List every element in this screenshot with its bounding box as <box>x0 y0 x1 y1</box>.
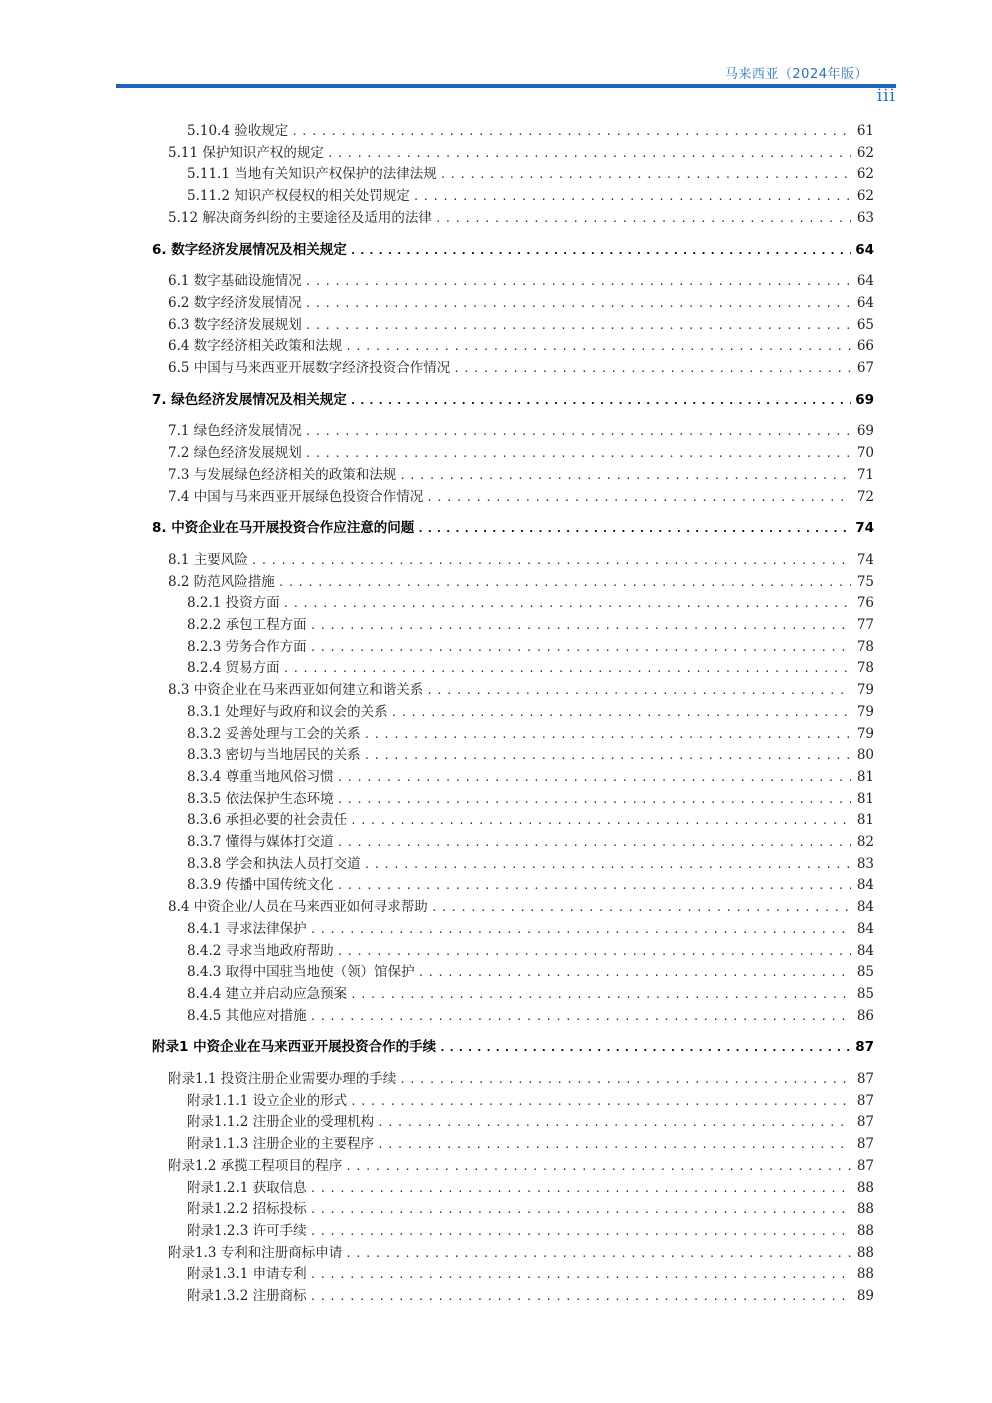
toc-entry[interactable] <box>168 551 874 570</box>
toc-entry[interactable] <box>187 942 874 961</box>
toc-entry-page: 72 <box>856 488 874 505</box>
toc-entry[interactable] <box>187 920 874 939</box>
toc-entry[interactable] <box>168 488 874 507</box>
toc-entry-page: 69 <box>855 391 874 408</box>
toc-entry-page: 81 <box>856 768 874 785</box>
toc-entry-label: 5.11 保护知识产权的规定 <box>168 144 324 161</box>
toc-entry-label: 6. 数字经济发展情况及相关规定 <box>152 241 347 258</box>
toc-entry[interactable] <box>168 444 874 463</box>
toc-entry[interactable] <box>187 1092 874 1111</box>
toc-entry-page: 79 <box>856 703 874 720</box>
dot-leader <box>435 210 851 228</box>
toc-entry-label: 8.2.2 承包工程方面 <box>187 617 307 633</box>
toc-entry-label: 8.2.3 劳务合作方面 <box>187 638 307 655</box>
toc-entry-label: 8.3.3 密切与当地居民的关系 <box>187 747 361 764</box>
dot-leader <box>337 877 851 895</box>
toc-entry[interactable] <box>187 616 874 635</box>
toc-entry-page: 89 <box>856 1288 874 1304</box>
toc-entry-page: 87 <box>855 1039 874 1056</box>
toc-entry-label: 8.3.5 依法保护生态环境 <box>187 790 334 807</box>
toc-chapter-entry[interactable] <box>152 1038 874 1057</box>
toc-entry-page: 79 <box>856 682 874 699</box>
toc-entry[interactable] <box>168 144 874 163</box>
dot-leader <box>337 769 851 787</box>
toc-entry-page: 84 <box>856 877 874 894</box>
toc-entry-label: 7.3 与发展绿色经济相关的政策和法规 <box>168 466 397 483</box>
toc-entry[interactable] <box>168 337 874 356</box>
toc-entry[interactable] <box>187 725 874 744</box>
toc-entry[interactable] <box>187 963 874 982</box>
dot-leader <box>453 360 851 378</box>
toc-entry[interactable] <box>187 876 874 895</box>
toc-entry-label: 8.3 中资企业在马来西亚如何建立和谐关系 <box>168 682 424 699</box>
toc-entry-label: 7.4 中国与马来西亚开展绿色投资合作情况 <box>168 488 424 505</box>
toc-entry-label: 附录1.1.2 注册企业的受理机构 <box>187 1114 375 1131</box>
dot-leader <box>291 123 851 141</box>
toc-entry-page: 87 <box>856 1114 874 1131</box>
dot-leader <box>399 467 851 485</box>
toc-entry-page: 80 <box>856 747 874 764</box>
dot-leader <box>417 520 851 538</box>
toc-entry-page: 88 <box>856 1179 874 1196</box>
toc-entry[interactable] <box>187 1113 874 1132</box>
toc-entry[interactable] <box>187 1007 874 1026</box>
toc-entry-page: 84 <box>856 899 874 916</box>
dot-leader <box>364 856 851 874</box>
toc-entry[interactable] <box>187 811 874 830</box>
dot-leader <box>426 489 851 507</box>
toc-entry-page: 83 <box>856 855 874 872</box>
toc-entry[interactable] <box>187 1265 874 1284</box>
toc-chapter-entry[interactable] <box>152 241 874 260</box>
toc-entry[interactable] <box>168 1244 874 1263</box>
toc-entry-label: 6.4 数字经济相关政策和法规 <box>168 338 343 355</box>
toc-entry[interactable] <box>168 422 874 441</box>
dot-leader <box>310 639 851 657</box>
toc-entry-page: 84 <box>856 920 874 937</box>
toc-entry[interactable] <box>187 746 874 765</box>
dot-leader <box>337 791 851 809</box>
dot-leader <box>305 295 851 313</box>
toc-entry[interactable] <box>168 209 874 228</box>
toc-entry-page: 87 <box>856 1071 874 1087</box>
dot-leader <box>350 242 851 260</box>
toc-entry-label: 附录1.3 专利和注册商标申请 <box>168 1244 343 1261</box>
toc-entry-page: 74 <box>855 520 874 537</box>
dot-leader <box>350 392 851 410</box>
page-number: iii <box>876 86 896 106</box>
toc-entry-label: 附录1.2.2 招标投标 <box>187 1201 307 1218</box>
toc-entry-label: 8.2.1 投资方面 <box>187 595 280 612</box>
toc-entry-label: 附录1.3.2 注册商标 <box>187 1288 307 1304</box>
dot-leader <box>377 1114 851 1132</box>
dot-leader <box>418 964 851 982</box>
toc-entry-page: 87 <box>856 1157 874 1174</box>
dot-leader <box>305 445 851 463</box>
toc-entry[interactable] <box>168 1157 874 1176</box>
toc-entry-label: 6.1 数字基础设施情况 <box>168 273 302 290</box>
toc-entry-label: 附录1.2.1 获取信息 <box>187 1179 307 1196</box>
dot-leader <box>305 423 851 441</box>
toc-entry-page: 61 <box>856 123 874 139</box>
toc-entry-page: 87 <box>856 1136 874 1153</box>
toc-entry-page: 63 <box>856 209 874 226</box>
toc-entry-label: 6.3 数字经济发展规划 <box>168 316 302 333</box>
toc-entry-page: 66 <box>856 338 874 355</box>
dot-leader <box>310 921 851 939</box>
dot-leader <box>364 747 851 765</box>
dot-leader <box>391 704 851 722</box>
toc-entry-page: 71 <box>856 466 874 483</box>
toc-entry-page: 64 <box>856 294 874 311</box>
toc-entry[interactable] <box>168 573 874 592</box>
dot-leader <box>350 986 851 1004</box>
toc-entry[interactable] <box>187 594 874 613</box>
toc-entry[interactable] <box>187 1287 874 1306</box>
toc-entry-label: 8.3.1 处理好与政府和议会的关系 <box>187 703 388 720</box>
toc-entry-label: 7.1 绿色经济发展情况 <box>168 423 302 440</box>
toc-entry-page: 85 <box>856 985 874 1002</box>
toc-entry-label: 8.4.1 寻求法律保护 <box>187 920 307 937</box>
dot-leader <box>310 1180 851 1198</box>
toc-entry-page: 62 <box>856 144 874 161</box>
toc-entry-label: 5.10.4 验收规定 <box>187 123 289 139</box>
toc-entry-label: 附录1 中资企业在马来西亚开展投资合作的手续 <box>152 1039 437 1056</box>
dot-leader <box>431 899 851 917</box>
toc-entry-label: 5.12 解决商务纠纷的主要途径及适用的法律 <box>168 209 432 226</box>
dot-leader <box>337 834 851 852</box>
toc-entry[interactable] <box>187 638 874 657</box>
toc-entry[interactable] <box>187 855 874 874</box>
dot-leader <box>278 574 851 592</box>
dot-leader <box>345 1158 851 1176</box>
toc-entry-label: 8.4.4 建立并启动应急预案 <box>187 985 348 1002</box>
toc-entry-page: 85 <box>856 964 874 981</box>
toc-entry-label: 8.2.4 贸易方面 <box>187 660 280 677</box>
dot-leader <box>283 595 851 613</box>
toc-entry-page: 81 <box>856 812 874 829</box>
dot-leader <box>399 1071 851 1089</box>
toc-entry[interactable] <box>168 272 874 291</box>
dot-leader <box>327 145 851 163</box>
dot-leader <box>305 273 851 291</box>
toc-entry-page: 88 <box>856 1201 874 1218</box>
toc-entry-page: 67 <box>856 360 874 376</box>
toc-entry-label: 8.1 主要风险 <box>168 551 248 568</box>
dot-leader <box>413 188 851 206</box>
toc-entry-page: 79 <box>856 725 874 742</box>
toc-entry-label: 附录1.1.1 设立企业的形式 <box>187 1092 348 1109</box>
toc-entry-label: 8.3.8 学会和执法人员打交道 <box>187 855 361 872</box>
dot-leader <box>350 812 851 830</box>
toc-entry-label: 8.4.2 寻求当地政府帮助 <box>187 942 334 959</box>
toc-entry[interactable] <box>187 165 874 184</box>
toc-entry[interactable] <box>187 703 874 722</box>
toc-entry[interactable] <box>168 1070 874 1089</box>
toc-entry-page: 78 <box>856 660 874 677</box>
toc-entry-page: 87 <box>856 1092 874 1109</box>
toc-entry[interactable] <box>168 681 874 700</box>
toc-entry-label: 7.2 绿色经济发展规划 <box>168 445 302 462</box>
toc-entry-page: 88 <box>856 1244 874 1261</box>
toc-entry-label: 附录1.2 承揽工程项目的程序 <box>168 1157 343 1174</box>
dot-leader <box>310 1266 851 1284</box>
toc-entry[interactable] <box>187 1200 874 1219</box>
dot-leader <box>439 1039 851 1057</box>
dot-leader <box>251 552 851 570</box>
toc-entry-page: 62 <box>856 188 874 205</box>
toc-entry-label: 8.3.2 妥善处理与工会的关系 <box>187 725 361 742</box>
toc-entry-page: 62 <box>856 166 874 183</box>
toc-entry-label: 7. 绿色经济发展情况及相关规定 <box>152 391 347 408</box>
dot-leader <box>310 1201 851 1219</box>
dot-leader <box>426 682 851 700</box>
toc-entry-page: 88 <box>856 1266 874 1283</box>
toc-entry-page: 78 <box>856 638 874 655</box>
toc-entry-page: 70 <box>856 445 874 462</box>
toc-entry-page: 74 <box>856 551 874 568</box>
toc-entry[interactable] <box>168 898 874 917</box>
toc-entry-page: 81 <box>856 790 874 807</box>
toc-entry-label: 8.4 中资企业/人员在马来西亚如何寻求帮助 <box>168 899 428 916</box>
toc-entry-label: 8.4.5 其他应对措施 <box>187 1007 307 1024</box>
toc-entry[interactable] <box>187 768 874 787</box>
toc-entry[interactable] <box>187 833 874 852</box>
toc-entry[interactable] <box>187 122 874 141</box>
toc-entry-page: 88 <box>856 1222 874 1239</box>
toc-entry-label: 8.3.7 懂得与媒体打交道 <box>187 834 334 850</box>
toc-entry-label: 附录1.1.3 注册企业的主要程序 <box>187 1136 375 1153</box>
dot-leader <box>337 943 851 961</box>
toc-entry[interactable] <box>187 1222 874 1241</box>
toc-entry-label: 8.2 防范风险措施 <box>168 573 275 590</box>
toc-entry[interactable] <box>187 659 874 678</box>
toc-entry-page: 65 <box>856 316 874 333</box>
toc-entry-label: 6.2 数字经济发展情况 <box>168 294 302 311</box>
toc-entry-label: 8. 中资企业在马开展投资合作应注意的问题 <box>152 520 415 537</box>
toc-entry-page: 75 <box>856 573 874 590</box>
dot-leader <box>440 166 851 184</box>
dot-leader <box>345 1245 851 1263</box>
dot-leader <box>310 1223 851 1241</box>
toc-entry-label: 附录1.3.1 申请专利 <box>187 1266 307 1283</box>
dot-leader <box>377 1136 851 1154</box>
toc-entry[interactable] <box>168 316 874 335</box>
toc-chapter-entry[interactable] <box>152 391 874 410</box>
toc-entry-label: 附录1.1 投资注册企业需要办理的手续 <box>168 1071 397 1087</box>
dot-leader <box>345 338 851 356</box>
dot-leader <box>305 317 851 335</box>
toc-entry-page: 69 <box>856 423 874 440</box>
toc-entry[interactable] <box>168 466 874 485</box>
dot-leader <box>364 726 851 744</box>
dot-leader <box>310 1008 851 1026</box>
toc-entry[interactable] <box>187 790 874 809</box>
document-title: 马来西亚（2024年版） <box>724 67 868 82</box>
toc-entry-label: 5.11.1 当地有关知识产权保护的法律法规 <box>187 166 437 183</box>
toc-entry-label: 5.11.2 知识产权侵权的相关处罚规定 <box>187 188 410 205</box>
toc-entry[interactable] <box>187 1135 874 1154</box>
toc-entry-page: 77 <box>856 617 874 633</box>
toc-entry-label: 8.4.3 取得中国驻当地使（领）馆保护 <box>187 964 415 981</box>
toc-entry-page: 64 <box>855 241 874 258</box>
toc-entry-label: 8.3.4 尊重当地风俗习惯 <box>187 768 334 785</box>
toc-entry-label: 6.5 中国与马来西亚开展数字经济投资合作情况 <box>168 360 451 376</box>
dot-leader <box>310 617 851 635</box>
toc-entry[interactable] <box>187 187 874 206</box>
toc-entry-page: 84 <box>856 942 874 959</box>
toc-entry[interactable] <box>168 294 874 313</box>
toc-entry[interactable] <box>187 1179 874 1198</box>
toc-entry-page: 82 <box>856 834 874 850</box>
toc-chapter-entry[interactable] <box>152 519 874 538</box>
dot-leader <box>350 1093 851 1111</box>
dot-leader <box>310 1288 851 1306</box>
toc-entry-label: 8.3.6 承担必要的社会责任 <box>187 812 348 829</box>
toc-entry-page: 64 <box>856 273 874 290</box>
toc-entry-label: 附录1.2.3 许可手续 <box>187 1222 307 1239</box>
toc-entry-page: 86 <box>856 1007 874 1024</box>
toc-entry[interactable] <box>187 985 874 1004</box>
dot-leader <box>283 660 851 678</box>
toc-entry[interactable] <box>168 359 874 378</box>
toc-entry-page: 76 <box>856 595 874 612</box>
toc-entry-label: 8.3.9 传播中国传统文化 <box>187 877 334 894</box>
